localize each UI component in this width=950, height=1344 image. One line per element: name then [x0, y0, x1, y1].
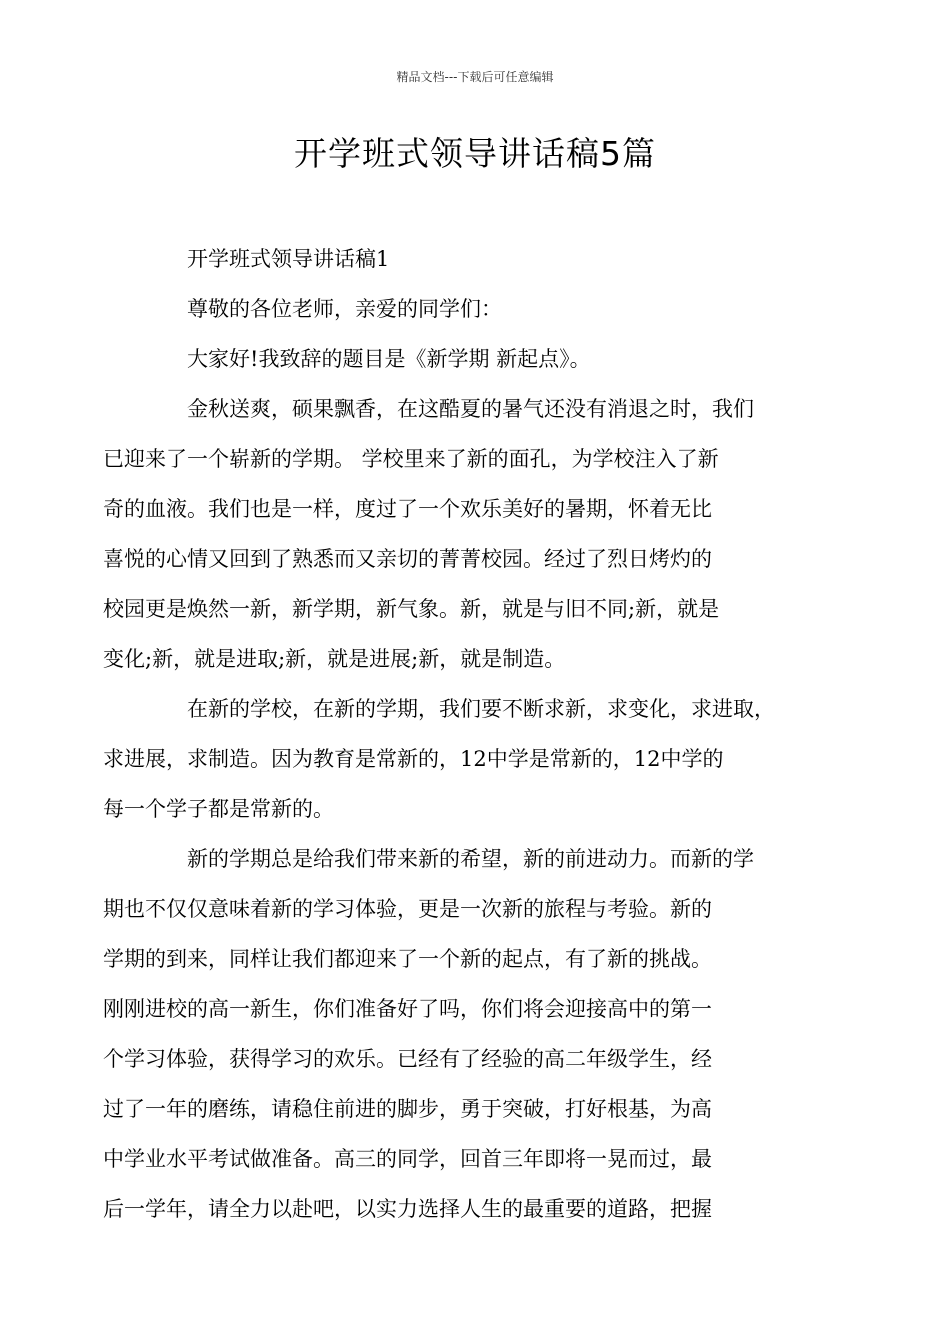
text-line: 期也不仅仅意味着新的学习体验，更是一次新的旅程与考验。新的	[103, 897, 712, 921]
paragraph-subtitle	[145, 234, 815, 284]
text-line: 新的学期总是给我们带来新的希望，新的前进动力。而新的学	[187, 847, 754, 871]
text-line: 开学班式领导讲话稿1	[187, 247, 390, 271]
text-line: 后一学年，请全力以赴吧，以实力选择人生的最重要的道路，把握	[103, 1197, 712, 1221]
paragraph-body	[103, 834, 815, 1234]
text-line: 中学业水平考试做准备。高三的同学，回首三年即将一晃而过，最	[103, 1147, 712, 1171]
text-line: 每一个学子都是常新的。	[103, 797, 334, 821]
paragraph-body	[103, 684, 815, 834]
text-line: 奇的血液。我们也是一样，度过了一个欢乐美好的暑期，怀着无比	[103, 497, 712, 521]
text-line: 大家好!我致辞的题目是《新学期 新起点》。	[187, 347, 591, 371]
text-line: 求进展，求制造。因为教育是常新的，12中学是常新的，12中学的	[103, 747, 724, 771]
text-line: 喜悦的心情又回到了熟悉而又亲切的菁菁校园。经过了烈日烤灼的	[103, 547, 712, 571]
paragraph-salutation	[145, 284, 815, 334]
document-title: 开学班式领导讲话稿5篇	[294, 134, 656, 173]
text-line: 个学习体验，获得学习的欢乐。已经有了经验的高二年级学生，经	[103, 1047, 712, 1071]
page-header-note: 精品文档---下载后可任意编辑	[396, 70, 554, 84]
text-line: 变化;新，就是进取;新，就是进展;新，就是制造。	[103, 647, 566, 671]
document-body	[103, 234, 815, 1234]
text-line: 校园更是焕然一新，新学期，新气象。新，就是与旧不同;新，就是	[103, 597, 720, 621]
text-line: 已迎来了一个崭新的学期。 学校里来了新的面孔，为学校注入了新	[103, 447, 719, 471]
paragraph-greeting	[145, 334, 815, 384]
text-line: 金秋送爽，硕果飘香，在这酷夏的暑气还没有消退之时，我们	[187, 397, 754, 421]
text-line: 学期的到来，同样让我们都迎来了一个新的起点，有了新的挑战。	[103, 947, 712, 971]
text-line: 过了一年的磨练，请稳住前进的脚步，勇于突破，打好根基，为高	[103, 1097, 712, 1121]
text-line: 在新的学校，在新的学期，我们要不断求新，求变化，求进取，	[187, 697, 775, 721]
paragraph-body	[103, 384, 815, 684]
text-line: 尊敬的各位老师，亲爱的同学们：	[187, 297, 502, 321]
text-line: 刚刚进校的高一新生，你们准备好了吗，你们将会迎接高中的第一	[103, 997, 712, 1021]
